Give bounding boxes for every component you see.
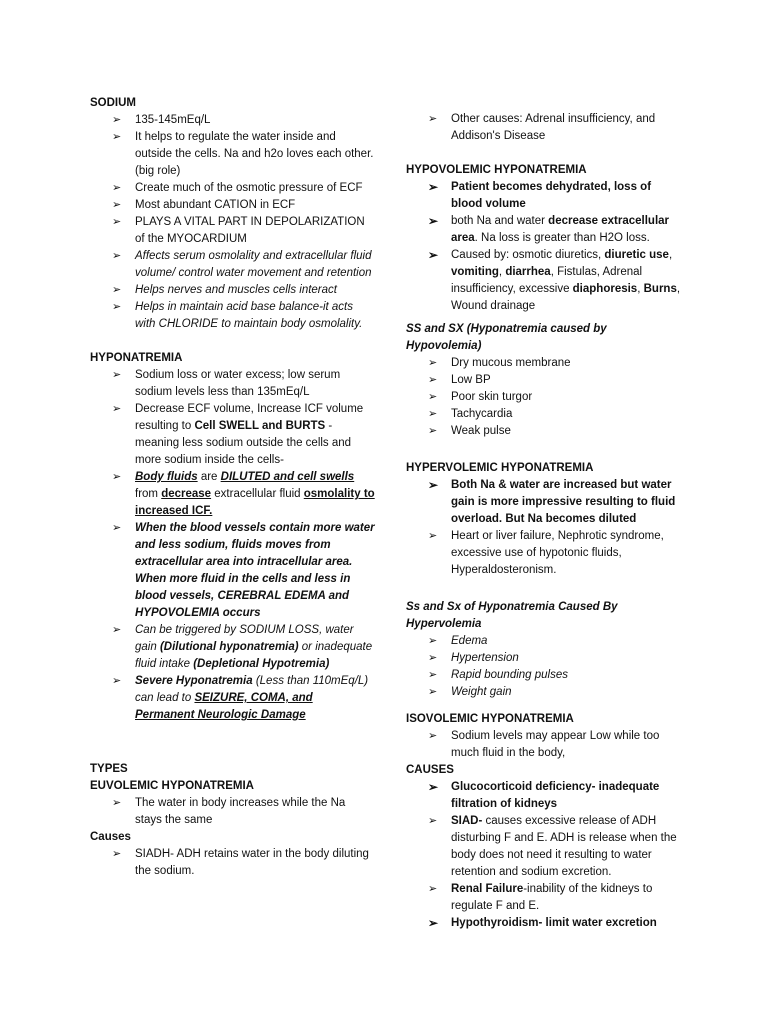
isovolemic-list bbox=[406, 728, 682, 762]
euvolemic-list bbox=[90, 795, 375, 829]
ss-hypervolemia-heading: Ss and Sx of Hyponatremia Caused By Hypervolemia bbox=[406, 601, 618, 630]
list-item: ➢ Rapid bounding pulses bbox=[406, 667, 682, 684]
list-item: ➢ Other causes: Adrenal insufficiency, and Addison's Disease bbox=[428, 113, 656, 142]
causes-subheading: Causes bbox=[90, 831, 131, 843]
euvolemic-causes-list bbox=[90, 846, 375, 880]
arrow-bullet-icon: ➢ bbox=[428, 635, 438, 647]
arrow-bullet-icon: ➢ bbox=[112, 182, 122, 194]
arrow-bullet-icon: ➢ bbox=[428, 780, 439, 794]
arrow-bullet-icon: ➢ bbox=[428, 180, 439, 194]
arrow-bullet-icon: ➢ bbox=[428, 248, 439, 262]
arrow-bullet-icon: ➢ bbox=[428, 530, 438, 542]
arrow-bullet-icon: ➢ bbox=[428, 357, 438, 369]
types-heading: TYPES bbox=[90, 763, 128, 775]
hyponatremia-list bbox=[90, 367, 375, 724]
arrow-bullet-icon: ➢ bbox=[428, 730, 438, 742]
list-item: ➢ Sodium loss or water excess; low serum sodium levels less than 135mEq/L bbox=[112, 369, 341, 398]
arrow-bullet-icon: ➢ bbox=[112, 403, 122, 415]
ss-hypervolemia-list bbox=[406, 633, 682, 701]
arrow-bullet-icon: ➢ bbox=[112, 797, 122, 809]
arrow-bullet-icon: ➢ bbox=[112, 284, 122, 296]
causes-heading: CAUSES bbox=[406, 764, 454, 776]
list-item: ➢ Glucocorticoid deficiency- inadequate filtration of kidneys bbox=[428, 780, 660, 810]
ss-hypovolemia-list bbox=[406, 355, 682, 440]
list-item: ➢ Body fluids are DILUTED and cell swells from decrease extracellular fluid osmolality to increased ICF. bbox=[112, 471, 375, 517]
list-item: ➢ Weak pulse bbox=[406, 423, 682, 440]
list-item: ➢ Low BP bbox=[406, 372, 682, 389]
arrow-bullet-icon: ➢ bbox=[112, 216, 122, 228]
right-column bbox=[406, 111, 682, 932]
arrow-bullet-icon: ➢ bbox=[112, 131, 122, 143]
arrow-bullet-icon: ➢ bbox=[112, 250, 122, 262]
causes-list bbox=[406, 779, 682, 932]
list-item: ➢ Helps nerves and muscles cells interact bbox=[90, 282, 375, 299]
other-causes-list bbox=[406, 111, 682, 145]
list-item: ➢ SIAD- causes excessive release of ADH disturbing F and E. ADH is release when the body does not need it resulting to water retention and sodium excretion. bbox=[428, 815, 677, 878]
arrow-bullet-icon: ➢ bbox=[112, 522, 122, 534]
arrow-bullet-icon: ➢ bbox=[112, 471, 122, 483]
list-item: ➢ Most abundant CATION in ECF bbox=[90, 197, 375, 214]
arrow-bullet-icon: ➢ bbox=[428, 686, 438, 698]
hypovolemic-list bbox=[406, 179, 682, 315]
list-item: ➢ Hypertension bbox=[406, 650, 682, 667]
arrow-bullet-icon: ➢ bbox=[112, 114, 122, 126]
list-item: ➢ Poor skin turgor bbox=[406, 389, 682, 406]
euvolemic-heading: EUVOLEMIC HYPONATREMIA bbox=[90, 780, 254, 792]
arrow-bullet-icon: ➢ bbox=[112, 624, 122, 636]
arrow-bullet-icon: ➢ bbox=[428, 652, 438, 664]
list-item: ➢ SIADH- ADH retains water in the body diluting the sodium. bbox=[112, 848, 369, 877]
list-item: ➢ Helps in maintain acid base balance-it acts with CHLORIDE to maintain body osmolality. bbox=[112, 301, 363, 330]
list-item: ➢ Hypothyroidism- limit water excretion bbox=[428, 916, 657, 930]
list-item: ➢ Sodium levels may appear Low while too much fluid in the body, bbox=[428, 730, 660, 759]
left-column bbox=[90, 95, 375, 880]
list-item: ➢ Severe Hyponatremia (Less than 110mEq/L) can lead to SEIZURE, COMA, and Permanent Neurologic Damage bbox=[112, 675, 369, 721]
list-item: ➢ Edema bbox=[406, 633, 682, 650]
list-item: ➢ Dry mucous membrane bbox=[406, 355, 682, 372]
sodium-list bbox=[90, 112, 375, 333]
list-item: ➢ Tachycardia bbox=[406, 406, 682, 423]
list-item: ➢ The water in body increases while the Na stays the same bbox=[112, 797, 346, 826]
list-item: ➢ PLAYS A VITAL PART IN DEPOLARIZATION of the MYOCARDIUM bbox=[112, 216, 365, 245]
arrow-bullet-icon: ➢ bbox=[112, 301, 122, 313]
arrow-bullet-icon: ➢ bbox=[112, 199, 122, 211]
arrow-bullet-icon: ➢ bbox=[428, 425, 438, 437]
arrow-bullet-icon: ➢ bbox=[112, 848, 122, 860]
list-item: ➢ Affects serum osmolality and extracellular fluid volume/ control water movement and retention bbox=[112, 250, 372, 279]
list-item: ➢ Create much of the osmotic pressure of ECF bbox=[90, 180, 375, 197]
arrow-bullet-icon: ➢ bbox=[428, 374, 438, 386]
arrow-bullet-icon: ➢ bbox=[428, 408, 438, 420]
arrow-bullet-icon: ➢ bbox=[428, 883, 438, 895]
list-item: ➢ both Na and water decrease extracellular area. Na loss is greater than H2O loss. bbox=[428, 214, 670, 244]
arrow-bullet-icon: ➢ bbox=[428, 669, 438, 681]
isovolemic-heading: ISOVOLEMIC HYPONATREMIA bbox=[406, 713, 574, 725]
hyponatremia-heading: HYPONATREMIA bbox=[90, 352, 183, 364]
hypovolemic-heading: HYPOVOLEMIC HYPONATREMIA bbox=[406, 164, 587, 176]
ss-hypovolemia-heading: SS and SX (Hyponatremia caused by Hypovolemia) bbox=[406, 323, 607, 352]
arrow-bullet-icon: ➢ bbox=[428, 916, 439, 930]
arrow-bullet-icon: ➢ bbox=[428, 391, 438, 403]
list-item: ➢ It helps to regulate the water inside and outside the cells. Na and h2o loves each other. (big role) bbox=[112, 131, 374, 177]
list-item: ➢ When the blood vessels contain more water and less sodium, fluids moves from extracellular area into intracellular area. When more fluid in the cells and less in blood vessels, CEREBRAL EDEMA and HYPOVOLEMIA occurs bbox=[112, 522, 375, 619]
arrow-bullet-icon: ➢ bbox=[428, 815, 438, 827]
list-item: ➢ Both Na & water are increased but water gain is more impressive resulting to fluid overload. But Na becomes diluted bbox=[428, 478, 676, 525]
list-item: ➢ Heart or liver failure, Nephrotic syndrome, excessive use of hypotonic fluids, Hyperaldosteronism. bbox=[428, 530, 664, 576]
list-item: ➢ Patient becomes dehydrated, loss of blood volume bbox=[428, 180, 652, 210]
list-item: ➢ Can be triggered by SODIUM LOSS, water gain (Dilutional hyponatremia) or inadequate fluid intake (Depletional Hypotremia) bbox=[112, 624, 373, 670]
arrow-bullet-icon: ➢ bbox=[428, 113, 438, 125]
list-item: ➢ Decrease ECF volume, Increase ICF volume resulting to Cell SWELL and BURTS - meaning less sodium outside the cells and more sodium inside the cells- bbox=[112, 403, 364, 466]
list-item: ➢ Weight gain bbox=[406, 684, 682, 701]
arrow-bullet-icon: ➢ bbox=[112, 675, 122, 687]
hypervolemic-heading: HYPERVOLEMIC HYPONATREMIA bbox=[406, 462, 594, 474]
list-item: ➢ Caused by: osmotic diuretics, diuretic use, vomiting, diarrhea, Fistulas, Adrenal insufficiency, excessive diaphoresis, Burns, Wound drainage bbox=[428, 248, 681, 312]
arrow-bullet-icon: ➢ bbox=[428, 214, 439, 228]
arrow-bullet-icon: ➢ bbox=[428, 478, 439, 492]
sodium-heading: SODIUM bbox=[90, 97, 136, 109]
hypervolemic-list bbox=[406, 477, 682, 579]
arrow-bullet-icon: ➢ bbox=[112, 369, 122, 381]
list-item: ➢ Renal Failure-inability of the kidneys to regulate F and E. bbox=[428, 883, 653, 912]
list-item: ➢ 135-145mEq/L bbox=[90, 112, 375, 129]
